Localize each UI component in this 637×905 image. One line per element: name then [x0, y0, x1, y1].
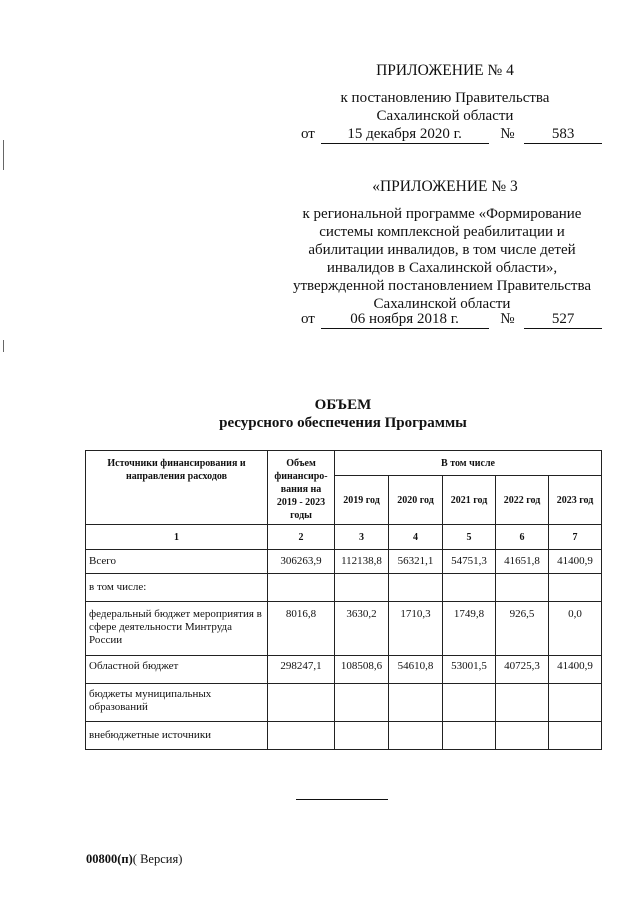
- row-value: [335, 574, 389, 602]
- row-value: 53001,5: [443, 656, 496, 684]
- row-value: [496, 684, 549, 722]
- row-value: 926,5: [496, 602, 549, 656]
- header-group: В том числе: [335, 451, 602, 476]
- index-cell: 2: [268, 525, 335, 550]
- row-value: 112138,8: [335, 550, 389, 574]
- table-header-row: [86, 451, 602, 476]
- row-label: бюджеты муниципальных образований: [86, 684, 268, 722]
- row-value: 1749,8: [443, 602, 496, 656]
- row-value: 1710,3: [389, 602, 443, 656]
- row-value: [496, 574, 549, 602]
- header-year: 2019 год: [335, 476, 389, 525]
- row-value: 41651,8: [496, 550, 549, 574]
- row-value: [389, 684, 443, 722]
- row-value: 298247,1: [268, 656, 335, 684]
- heading-subtitle: ресурсного обеспечения Программы: [219, 415, 467, 431]
- annex3-line: абилитации инвалидов, в том числе детей: [308, 242, 576, 258]
- annex3-line: к региональной программе «Формирование: [302, 206, 582, 222]
- heading-title: ОБЪЕМ: [314, 397, 372, 413]
- row-value: 3630,2: [335, 602, 389, 656]
- row-value: [443, 684, 496, 722]
- index-cell: 5: [443, 525, 496, 550]
- row-value: 54610,8: [389, 656, 443, 684]
- table-row: [86, 602, 602, 656]
- header-total: Объем финансиро-вания на 2019 - 2023 годы: [268, 451, 335, 525]
- annex3-date-line: [301, 310, 602, 329]
- row-value: [268, 722, 335, 750]
- annex4-line2: Сахалинской области: [376, 108, 514, 124]
- table-row: [86, 684, 602, 722]
- header-source: Источники финансирования и направления расходов: [86, 451, 268, 525]
- row-value: [549, 574, 602, 602]
- row-value: [443, 574, 496, 602]
- number-label: №: [500, 311, 515, 327]
- table-row: [86, 550, 602, 574]
- row-value: [496, 722, 549, 750]
- table-row: [86, 722, 602, 750]
- row-value: [335, 684, 389, 722]
- row-value: [268, 684, 335, 722]
- row-value: 56321,1: [389, 550, 443, 574]
- annex3-line: Сахалинской области: [373, 296, 511, 312]
- annex3-date: 06 ноября 2018 г.: [321, 311, 489, 329]
- row-value: [443, 722, 496, 750]
- annex3-line: утвержденной постановлением Правительства: [292, 278, 592, 294]
- row-value: [268, 574, 335, 602]
- header-year: 2020 год: [389, 476, 443, 525]
- index-cell: 3: [335, 525, 389, 550]
- index-cell: 7: [549, 525, 602, 550]
- row-value: [389, 722, 443, 750]
- from-label: от: [301, 311, 315, 327]
- row-label: в том числе:: [86, 574, 268, 602]
- row-label: Областной бюджет: [86, 656, 268, 684]
- table-row: [86, 656, 602, 684]
- row-value: [335, 722, 389, 750]
- header-year: 2021 год: [443, 476, 496, 525]
- number-label: №: [500, 126, 515, 142]
- closing-rule: [296, 799, 388, 800]
- index-cell: 6: [496, 525, 549, 550]
- row-label: федеральный бюджет мероприятия в сфере деятельности Минтруда России: [86, 602, 268, 656]
- from-label: от: [301, 126, 315, 142]
- index-cell: 4: [389, 525, 443, 550]
- row-value: 8016,8: [268, 602, 335, 656]
- row-label: Всего: [86, 550, 268, 574]
- annex3-line: системы комплексной реабилитации и: [319, 224, 565, 240]
- annex3-number: 527: [524, 311, 602, 329]
- scan-mark: [3, 140, 4, 170]
- footer-code-number: 00800(п): [86, 852, 133, 866]
- row-value: [549, 684, 602, 722]
- row-label: внебюджетные источники: [86, 722, 268, 750]
- annex3-text: [283, 205, 601, 313]
- row-value: 41400,9: [549, 550, 602, 574]
- resource-table: [85, 450, 602, 750]
- footer-version: ( Версия): [132, 852, 183, 866]
- annex4-number: 583: [524, 126, 602, 144]
- annex4-date-line: [301, 125, 602, 144]
- annex4-line1: к постановлению Правительства: [340, 90, 550, 106]
- scan-mark: [3, 340, 4, 352]
- row-value: 306263,9: [268, 550, 335, 574]
- table-index-row: [86, 525, 602, 550]
- row-value: 40725,3: [496, 656, 549, 684]
- row-value: 0,0: [549, 602, 602, 656]
- footer-code: [86, 852, 182, 867]
- header-year: 2022 год: [496, 476, 549, 525]
- row-value: 108508,6: [335, 656, 389, 684]
- annex4-date: 15 декабря 2020 г.: [321, 126, 489, 144]
- table-row: [86, 574, 602, 602]
- index-cell: 1: [86, 525, 268, 550]
- annex4-title: ПРИЛОЖЕНИЕ № 4: [376, 62, 514, 79]
- annex3-line: инвалидов в Сахалинской области»,: [326, 260, 558, 276]
- row-value: [389, 574, 443, 602]
- annex3-title: «ПРИЛОЖЕНИЕ № 3: [372, 178, 518, 195]
- row-value: 54751,3: [443, 550, 496, 574]
- row-value: 41400,9: [549, 656, 602, 684]
- header-year: 2023 год: [549, 476, 602, 525]
- row-value: [549, 722, 602, 750]
